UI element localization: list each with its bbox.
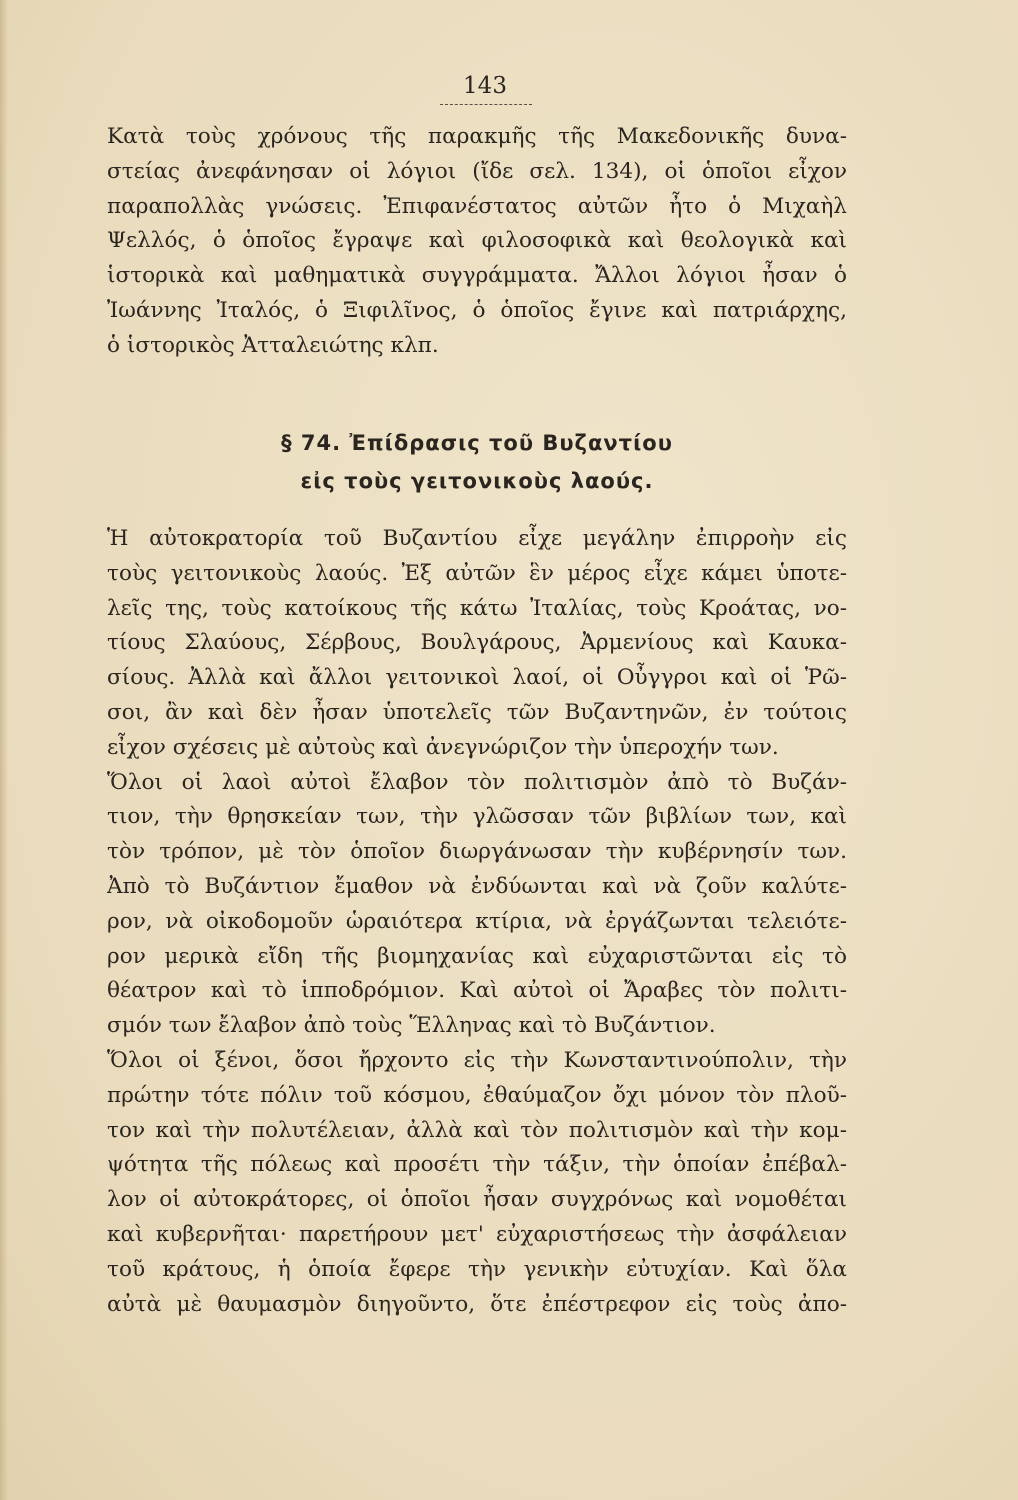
text-line: λεῖς της, τοὺς κατοίκους τῆς κάτω Ἰταλίας, τοὺς Κροάτας, νο-: [107, 595, 847, 621]
text-line: ὁ ἱστορικὸς Ἀτταλειώτης κλπ.: [107, 332, 439, 358]
text-line: ρον, νὰ οἰκοδομοῦν ὡραιότερα κτίρια, νὰ ἐργάζωνται τελειότε-: [107, 908, 847, 934]
text-line: αὐτὰ μὲ θαυμασμὸν διηγοῦντο, ὅτε ἐπέστρεφον εἰς τοὺς ἀπο-: [107, 1291, 847, 1317]
text-line: παραπολλὰς γνώσεις. Ἐπιφανέστατος αὐτῶν ἦτο ὁ Μιχαὴλ: [107, 193, 847, 219]
text-line: σμόν των ἔλαβον ἀπὸ τοὺς Ἕλληνας καὶ τὸ Βυζάντιον.: [107, 1013, 716, 1039]
text-line: τίους Σλαύους, Σέρβους, Βουλγάρους, Ἀρμενίους καὶ Καυκα-: [107, 630, 847, 656]
paragraph-3: [107, 766, 847, 1044]
text-line: τον καὶ τὴν πολυτέλειαν, ἀλλὰ καὶ τὸν πολιτισμὸν καὶ τὴν κομ-: [107, 1117, 847, 1143]
text-line: τοῦ κράτους, ἡ ὁποία ἔφερε τὴν γενικὴν εὐτυχίαν. Καὶ ὅλα: [107, 1256, 847, 1282]
text-line: εἶχον σχέσεις μὲ αὐτοὺς καὶ ἀνεγνώριζον τὴν ὑπεροχήν των.: [107, 734, 779, 760]
text-line: τοὺς γειτονικοὺς λαούς. Ἐξ αὐτῶν ἓν μέρος εἶχε κάμει ὑποτε-: [107, 560, 847, 586]
text-line: πρώτην τότε πόλιν τοῦ κόσμου, ἐθαύμαζον ὄχι μόνον τὸν πλοῦ-: [107, 1082, 847, 1108]
page-number: 143: [463, 73, 507, 99]
page-number-rule: [440, 104, 532, 105]
text-line: Ἀπὸ τὸ Βυζάντιον ἔμαθον νὰ ἐνδύωνται καὶ νὰ ζοῦν καλύτε-: [107, 873, 847, 899]
text-line: Ἰωάννης Ἰταλός, ὁ Ξιφιλῖνος, ὁ ὁποῖος ἔγινε καὶ πατριάρχης,: [107, 297, 847, 323]
text-line: στείας ἀνεφάνησαν οἱ λόγιοι (ἴδε σελ. 134), οἱ ὁποῖοι εἶχον: [107, 158, 847, 184]
section-heading-line: εἰς τοὺς γειτονικοὺς λαούς.: [300, 469, 654, 493]
text-line: ρον μερικὰ εἴδη τῆς βιομηχανίας καὶ εὐχαριστῶνται εἰς τὸ: [107, 943, 847, 969]
page-edge-shadow: [0, 0, 8, 1500]
text-line: σοι, ἂν καὶ δὲν ἦσαν ὑποτελεῖς τῶν Βυζαντηνῶν, ἐν τούτοις: [107, 699, 847, 725]
text-line: Κατὰ τοὺς χρόνους τῆς παρακμῆς τῆς Μακεδονικῆς δυνα-: [107, 124, 847, 149]
text-line: καὶ κυβερνῆται· παρετήρουν μετ' εὐχαριστήσεως τὴν ἀσφάλειαν: [107, 1221, 847, 1247]
paragraph-4: [107, 1044, 847, 1322]
text-line: ἱστορικὰ καὶ μαθηματικὰ συγγράμματα. Ἄλλοι λόγιοι ἦσαν ὁ: [107, 263, 847, 289]
text-line: σίους. Ἀλλὰ καὶ ἄλλοι γειτονικοὶ λαοί, οἱ Οὖγγροι καὶ οἱ Ῥῶ-: [107, 665, 847, 691]
text-line: λον οἱ αὐτοκράτορες, οἱ ὁποῖοι ἦσαν συγχρόνως καὶ νομοθέται: [107, 1187, 847, 1213]
section-body: [107, 522, 847, 1322]
paragraph-2: [107, 522, 847, 766]
section-heading-line: § 74. Ἐπίδρασις τοῦ Βυζαντίου: [281, 431, 673, 455]
section-heading: [107, 424, 847, 500]
text-line: τιον, τὴν θρησκείαν των, τὴν γλῶσσαν τῶν βιβλίων των, καὶ: [107, 804, 847, 830]
text-line: Ὅλοι οἱ ξένοι, ὅσοι ἤρχοντο εἰς τὴν Κωνσταντινούπολιν, τὴν: [107, 1047, 847, 1073]
text-line: ψότητα τῆς πόλεως καὶ προσέτι τὴν τάξιν, τὴν ὁποίαν ἐπέβαλ-: [107, 1152, 847, 1178]
text-line: Ψελλός, ὁ ὁποῖος ἔγραψε καὶ φιλοσοφικὰ καὶ θεολογικὰ καὶ: [107, 228, 847, 254]
text-line: τὸν τρόπον, μὲ τὸν ὁποῖον διωργάνωσαν τὴν κυβέρνησίν των.: [107, 839, 847, 865]
text-line: Ἡ αὐτοκρατορία τοῦ Βυζαντίου εἶχε μεγάλην ἐπιρροὴν εἰς: [107, 526, 847, 551]
text-line: θέατρον καὶ τὸ ἱπποδρόμιον. Καὶ αὐτοὶ οἱ Ἄραβες τὸν πολιτι-: [107, 978, 847, 1004]
paragraph-1: [107, 120, 847, 364]
text-line: Ὅλοι οἱ λαοὶ αὐτοὶ ἔλαβον τὸν πολιτισμὸν ἀπὸ τὸ Βυζάν-: [107, 769, 847, 795]
